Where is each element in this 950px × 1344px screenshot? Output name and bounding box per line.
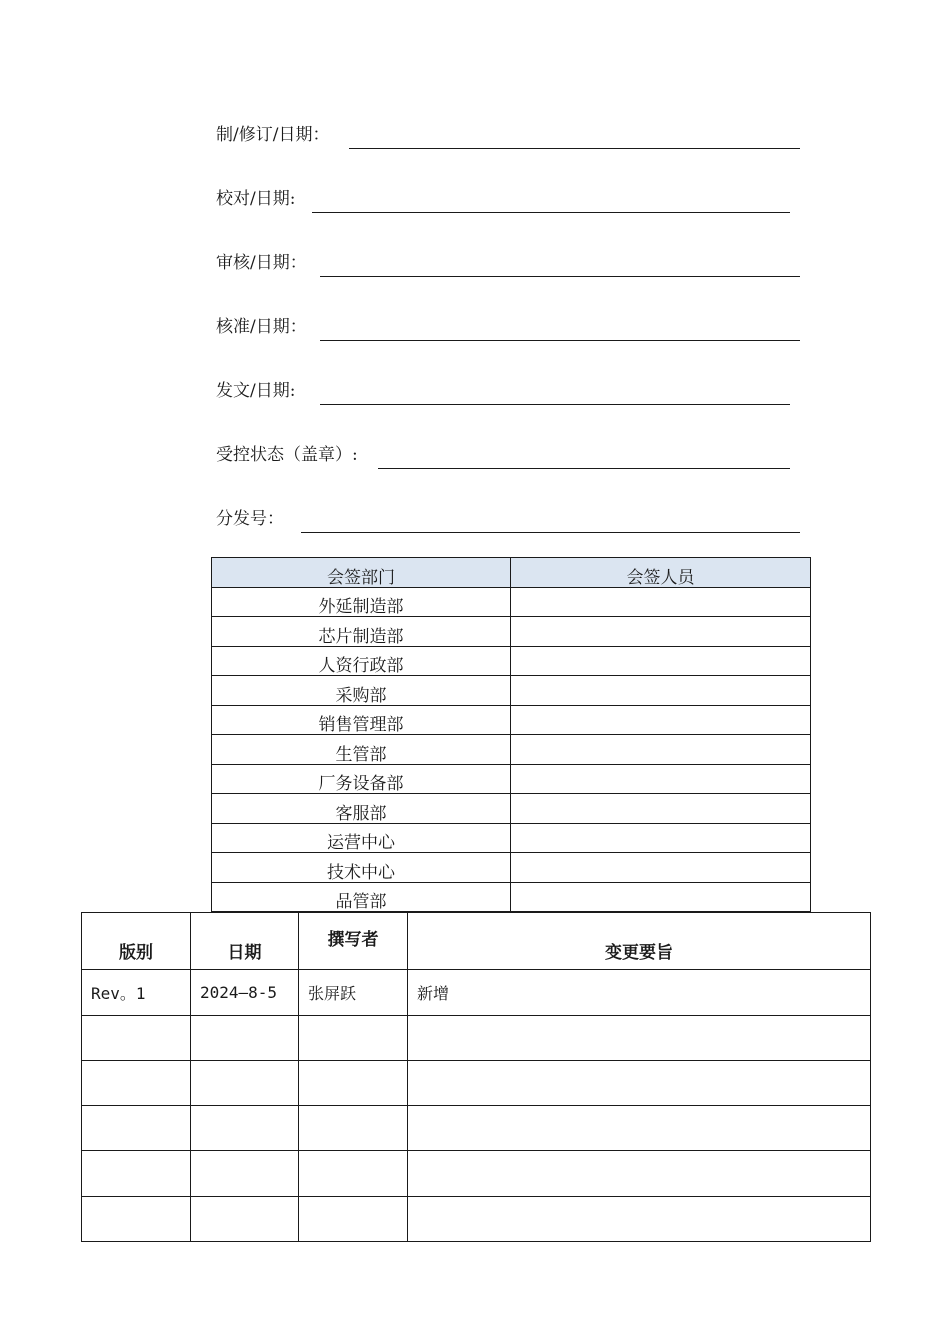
date-cell[interactable] [191, 1196, 299, 1241]
author-cell[interactable] [299, 1060, 408, 1105]
signer-cell[interactable] [511, 764, 811, 794]
department-cell: 采购部 [212, 676, 511, 706]
table-row [82, 1060, 871, 1105]
signoff-checked [216, 187, 790, 213]
countersign-table [211, 557, 811, 912]
signoff-controlled-line[interactable] [378, 468, 790, 469]
changes-cell[interactable] [408, 1196, 871, 1241]
table-row [212, 735, 811, 765]
department-cell: 运营中心 [212, 823, 511, 853]
signer-cell[interactable] [511, 617, 811, 647]
author-cell[interactable] [299, 1106, 408, 1151]
signer-cell[interactable] [511, 794, 811, 824]
date-cell[interactable]: 2024—8-5 [191, 970, 299, 1015]
signoff-issued [216, 379, 790, 405]
author-cell[interactable]: 张屏跃 [299, 970, 408, 1015]
signoff-checked-line[interactable] [312, 212, 790, 213]
signoff-reviewed-label: 审核/日期： [216, 253, 307, 273]
table-row [212, 587, 811, 617]
table-row [212, 823, 811, 853]
signoff-distribution-label: 分发号： [216, 509, 284, 529]
department-cell: 客服部 [212, 794, 511, 824]
table-row [212, 764, 811, 794]
table-row [212, 676, 811, 706]
signer-cell[interactable] [511, 853, 811, 883]
version-cell[interactable] [82, 1151, 191, 1196]
revision-header-author: 撰写者 [299, 913, 408, 970]
signoff-reviewed-line[interactable] [320, 276, 800, 277]
table-row [82, 970, 871, 1015]
author-cell[interactable] [299, 1196, 408, 1241]
date-cell[interactable] [191, 1106, 299, 1151]
signoff-distribution-line[interactable] [301, 532, 800, 533]
revision-header-changes: 变更要旨 [408, 913, 871, 970]
date-cell[interactable] [191, 1060, 299, 1105]
changes-cell[interactable] [408, 1060, 871, 1105]
department-cell: 品管部 [212, 882, 511, 912]
author-cell[interactable] [299, 1015, 408, 1060]
department-cell: 销售管理部 [212, 705, 511, 735]
department-cell: 芯片制造部 [212, 617, 511, 647]
countersign-header-row [212, 558, 811, 588]
revision-header-version: 版别 [82, 913, 191, 970]
signoff-approved-label: 核准/日期： [216, 317, 307, 337]
table-row [82, 1106, 871, 1151]
department-cell: 生管部 [212, 735, 511, 765]
signoff-approved [216, 315, 800, 341]
signoff-approved-line[interactable] [320, 340, 800, 341]
signoff-issued-label: 发文/日期: [216, 381, 296, 401]
signoff-controlled [216, 443, 790, 469]
table-row [212, 705, 811, 735]
signoff-prepared-label: 制/修订/日期： [216, 125, 330, 145]
department-cell: 外延制造部 [212, 587, 511, 617]
changes-cell[interactable]: 新增 [408, 970, 871, 1015]
table-row [82, 1196, 871, 1241]
countersign-header-person: 会签人员 [511, 558, 811, 588]
revision-header-row [82, 913, 871, 970]
signoff-issued-line[interactable] [320, 404, 790, 405]
table-row [212, 646, 811, 676]
table-row [212, 853, 811, 883]
table-row [82, 1015, 871, 1060]
signer-cell[interactable] [511, 587, 811, 617]
changes-cell[interactable] [408, 1106, 871, 1151]
table-row [212, 794, 811, 824]
countersign-header-department: 会签部门 [212, 558, 511, 588]
revision-table [81, 912, 871, 1242]
signer-cell[interactable] [511, 823, 811, 853]
table-row [212, 882, 811, 912]
author-cell[interactable] [299, 1151, 408, 1196]
version-cell[interactable] [82, 1060, 191, 1105]
signer-cell[interactable] [511, 882, 811, 912]
department-cell: 厂务设备部 [212, 764, 511, 794]
date-cell[interactable] [191, 1151, 299, 1196]
signoff-controlled-label: 受控状态（盖章）: [216, 445, 358, 465]
version-cell[interactable] [82, 1196, 191, 1241]
signoff-prepared-line[interactable] [349, 148, 800, 149]
table-row [212, 617, 811, 647]
changes-cell[interactable] [408, 1151, 871, 1196]
signer-cell[interactable] [511, 676, 811, 706]
signoff-checked-label: 校对/日期: [216, 189, 296, 209]
signoff-distribution [216, 507, 800, 533]
signer-cell[interactable] [511, 735, 811, 765]
table-row [82, 1151, 871, 1196]
department-cell: 人资行政部 [212, 646, 511, 676]
department-cell: 技术中心 [212, 853, 511, 883]
version-cell[interactable] [82, 1106, 191, 1151]
version-cell[interactable] [82, 1015, 191, 1060]
changes-cell[interactable] [408, 1015, 871, 1060]
signer-cell[interactable] [511, 705, 811, 735]
signer-cell[interactable] [511, 646, 811, 676]
version-cell[interactable]: Rev。1 [82, 970, 191, 1015]
date-cell[interactable] [191, 1015, 299, 1060]
revision-header-date: 日期 [191, 913, 299, 970]
signoff-reviewed [216, 251, 800, 277]
signoff-prepared [216, 123, 800, 149]
